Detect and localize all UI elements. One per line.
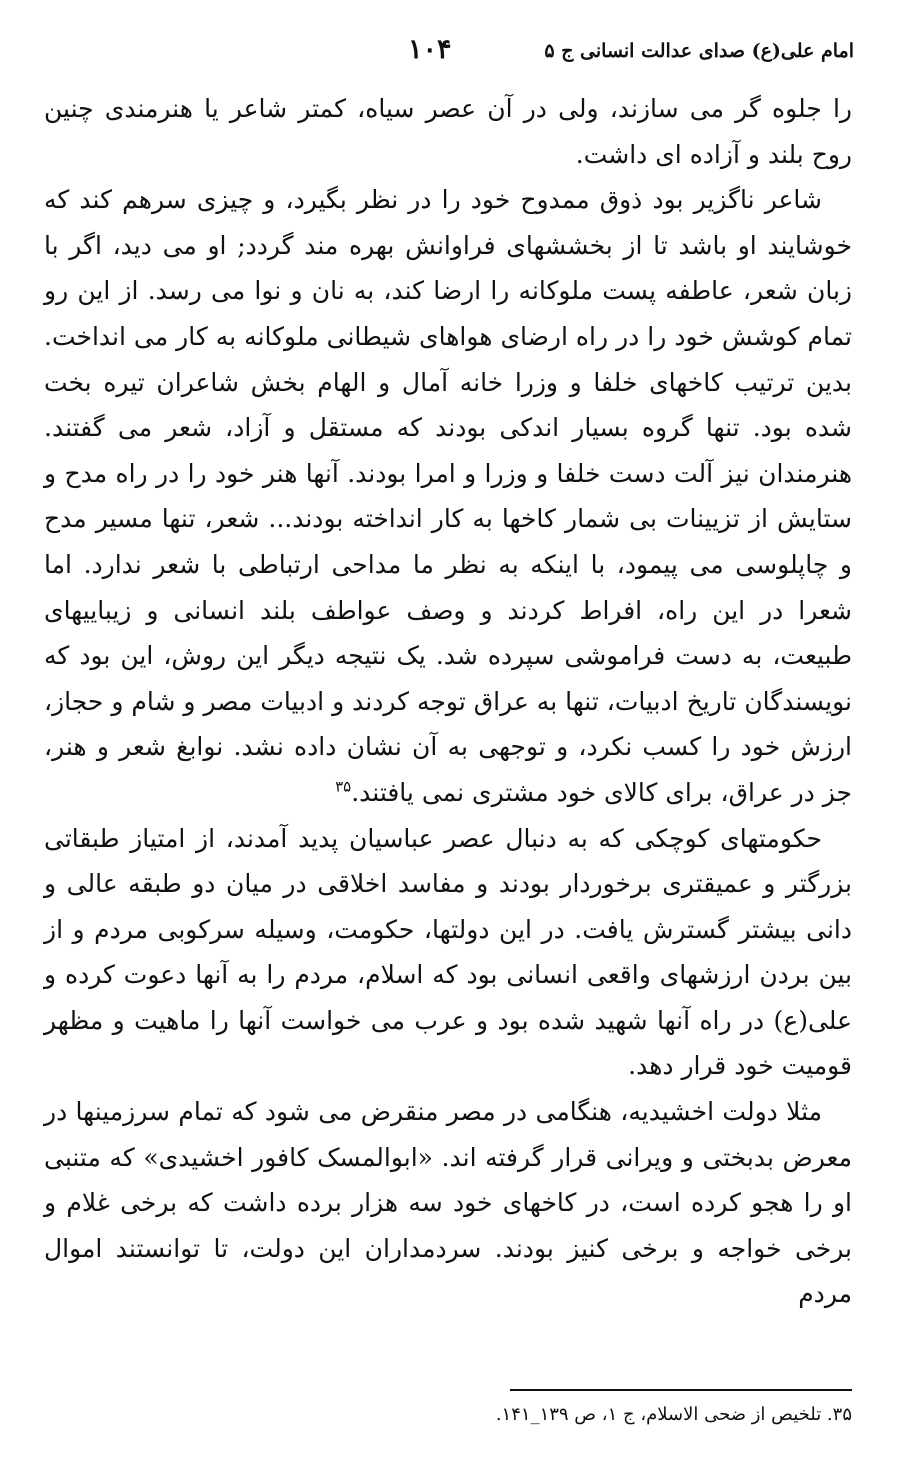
running-title: امام علی(ع) صدای عدالت انسانی ج ۵ [544, 40, 854, 62]
paragraph-text: مثلا دولت اخشیدیه، هنگامی در مصر منقرض می شود که تمام سرزمینها در معرض بدبختی و ویرانی قرار گرفته اند. «ابوالمسک کافور اخشیدی» که متنبی او را هجو کرده است، در کاخهای خود سه هزار برده داشت که برخی غلام و برخی خواجه و برخی کنیز بودند. سردمداران این دولت، تا توانستند اموال مردم [44, 1097, 852, 1309]
paragraph-text: شاعر ناگزیر بود ذوق ممدوح خود را در نظر بگیرد، و چیزی سرهم کند که خوشایند او باشد تا از بخششهای فراوانش بهره مند گردد; او می دید، اگر با زبان شعر، عاطفه پست ملوکانه را ارضا کند، به نان و نوا می رسد. از این رو تمام کوشش خود را در راه ارضای هواهای شیطانی ملوکانه به کار می انداخت. بدین ترتیب کاخهای خلفا و وزرا خانه آمال و الهام بخش شاعران تیره بخت شده بود. تنها گروه بسیار اندکی بودند که مستقل و آزاد، شعر می گفتند. هنرمندان نیز آلت دست خلفا و وزرا و امرا بودند. آنها هنر خود را در راه مدح و ستایش از تزیینات بی شمار کاخها به کار انداخته بودند... شعر، تنها مسیر مدح و چاپلوسی می پیمود، با اینکه به نظر ما مداحی ارتباطی با شعر ندارد. اما شعرا در این راه، افراط کردند و وصف عواطف بلند انسانی و زیباییهای طبیعت، به دست فراموشی سپرده شد. یک نتیجه دیگر این روش، این بود که نویسندگان تاریخ ادبیات، تنها به عراق توجه کردند و ادبیات مصر و شام و حجاز، ارزش خود را کسب نکرد، و توجهی به آن نشان داده نشد. نوابغ شعر و هنر، جز در عراق، برای کالای خود مشتری نمی یافتند. [44, 185, 852, 807]
paragraph-text: را جلوه گر می سازند، ولی در آن عصر سیاه، کمتر شاعر یا هنرمندی چنین روح بلند و آزاده ای داشت. [44, 94, 852, 169]
body-text [44, 86, 852, 1317]
paragraph-continuation [44, 86, 852, 177]
paragraph-poets [44, 177, 852, 815]
footnote: ۳۵. تلخیص از ضحی الاسلام، ج ۱، ص ۱۳۹_۱۴۱. [495, 1404, 852, 1425]
paragraph-small-governments [44, 816, 852, 1090]
paragraph-text: حکومتهای کوچکی که به دنبال عصر عباسیان پدید آمدند، از امتیاز طبقاتی بزرگتر و عمیقتری برخوردار بودند و مفاسد اخلاقی در میان دو طبقه عالی و دانی بیشتر گسترش یافت. در این دولتها، حکومت، وسیله سرکوبی مردم و از بین بردن ارزشهای واقعی انسانی بود که اسلام، مردم را به آنها دعوت کرده و علی(ع) در راه آنها شهید شده بود و عرب می خواست آنها را ماهیت و مظهر قومیت خود قرار دهد. [44, 823, 852, 1081]
paragraph-ikhshidid [44, 1089, 852, 1317]
page-header [40, 34, 854, 74]
page-number: ۱۰۴ [408, 34, 452, 65]
footnote-reference: ۳۵ [335, 777, 352, 796]
footnote-divider [510, 1389, 852, 1391]
